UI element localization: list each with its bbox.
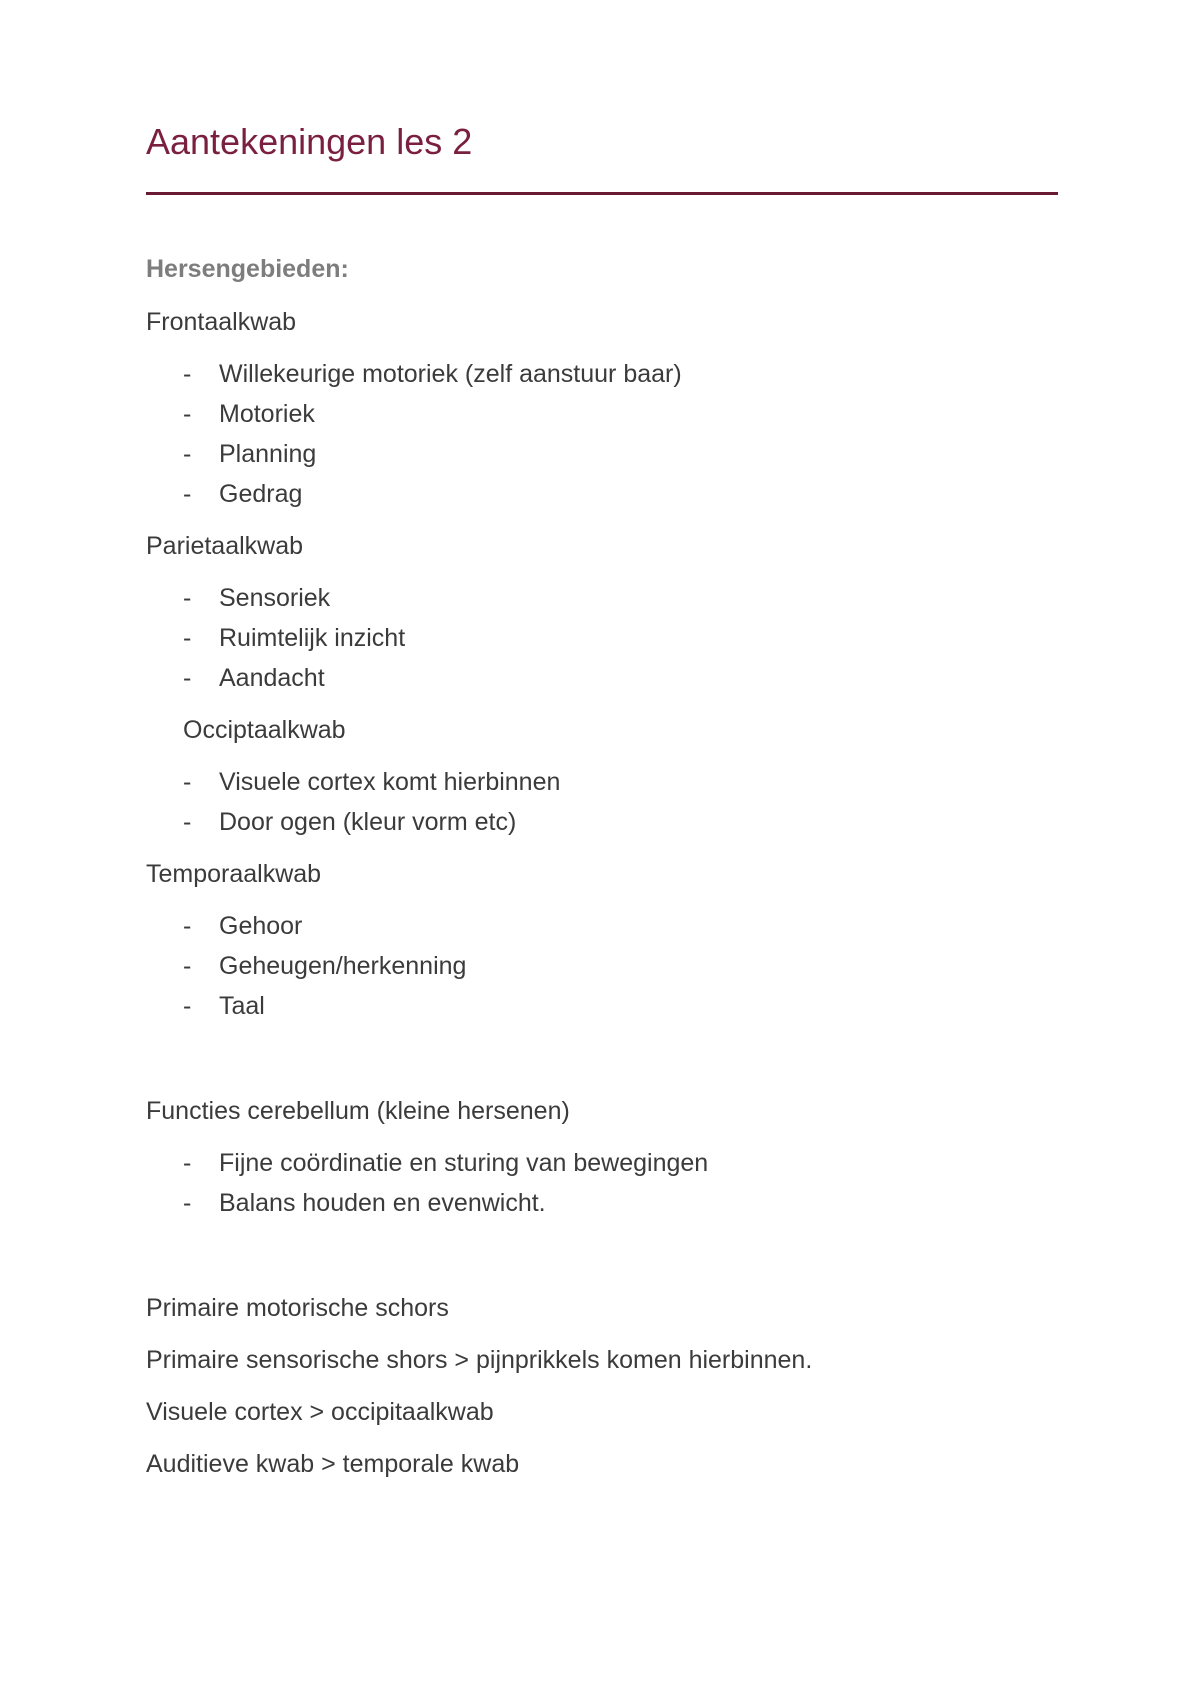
lobe-label-occipitaal: Occiptaalkwab (183, 716, 346, 744)
bullet-dash: - (183, 1189, 192, 1217)
list-item-text: Aandacht (219, 664, 325, 692)
bullet-dash: - (183, 912, 192, 940)
lobe-label-parietaal: Parietaalkwab (146, 532, 304, 560)
list-item-text: Ruimtelijk inzicht (219, 624, 406, 652)
page-title: Aantekeningen les 2 (146, 121, 473, 162)
bullet-dash: - (183, 624, 192, 652)
cerebellum-label: Functies cerebellum (kleine hersenen) (146, 1097, 570, 1125)
lobe-label-frontaal: Frontaalkwab (146, 308, 297, 336)
lobe-label-temporaal: Temporaalkwab (146, 860, 322, 888)
bullet-dash: - (183, 808, 192, 836)
list-item-text: Taal (219, 992, 265, 1020)
bullet-dash: - (183, 992, 192, 1020)
bullet-dash: - (183, 440, 192, 468)
bullet-dash: - (183, 768, 192, 796)
list-item-text: Motoriek (219, 400, 315, 428)
bullet-dash: - (183, 400, 192, 428)
note-line: Primaire motorische schors (146, 1294, 449, 1322)
bullet-dash: - (183, 1149, 192, 1177)
list-item-text: Gehoor (219, 912, 303, 940)
list-item-text: Gedrag (219, 480, 303, 508)
bullet-dash: - (183, 952, 192, 980)
bullet-dash: - (183, 480, 192, 508)
bullet-dash: - (183, 584, 192, 612)
list-item-text: Visuele cortex komt hierbinnen (219, 768, 561, 796)
bullet-dash: - (183, 664, 192, 692)
list-item-text: Geheugen/herkenning (219, 952, 467, 980)
title-divider (146, 192, 1058, 195)
bullet-dash: - (183, 360, 192, 388)
list-item-text: Planning (219, 440, 317, 468)
note-line: Visuele cortex > occipitaalkwab (146, 1398, 494, 1426)
section-heading: Hersengebieden: (146, 255, 349, 283)
list-item-text: Door ogen (kleur vorm etc) (219, 808, 517, 836)
list-item-text: Balans houden en evenwicht. (219, 1189, 546, 1217)
note-line: Auditieve kwab > temporale kwab (146, 1450, 520, 1478)
note-line: Primaire sensorische shors > pijnprikkels komen hierbinnen. (146, 1346, 813, 1374)
list-item-text: Sensoriek (219, 584, 331, 612)
list-item-text: Fijne coördinatie en sturing van bewegingen (219, 1149, 709, 1177)
list-item-text: Willekeurige motoriek (zelf aanstuur baar) (219, 360, 682, 388)
